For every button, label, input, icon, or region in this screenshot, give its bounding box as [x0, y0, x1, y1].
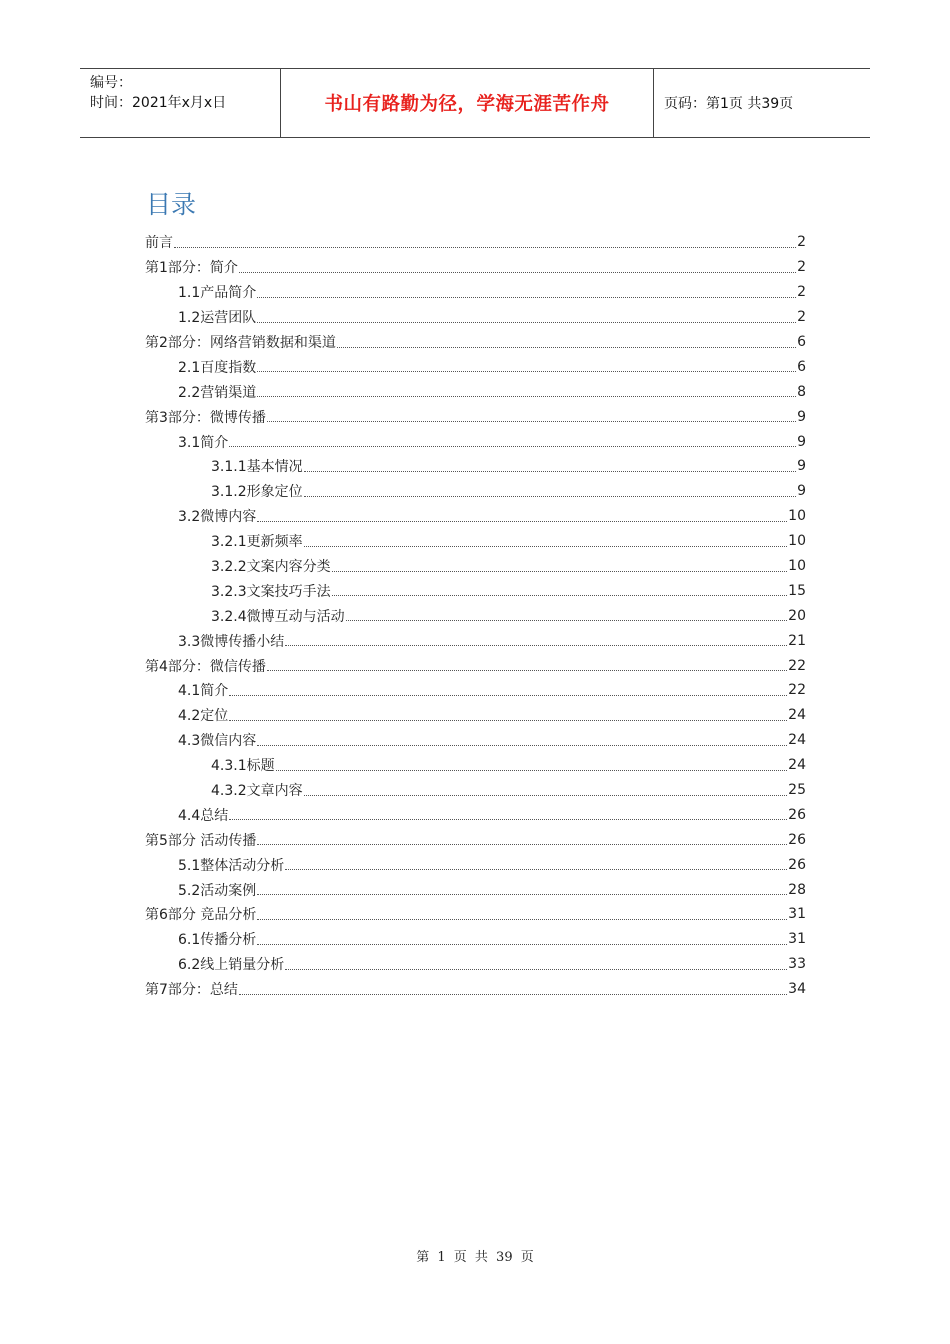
toc-entry-label: 3.2.2文案内容分类	[211, 559, 331, 576]
toc-dot-leader	[285, 633, 787, 646]
toc-entry-label: 2.1百度指数	[178, 359, 257, 376]
toc-entry[interactable]	[145, 354, 806, 379]
toc-dot-leader	[239, 982, 787, 995]
toc-dot-leader	[239, 260, 796, 273]
toc-entry-label: 第1部分：简介	[145, 260, 238, 277]
toc-entry-label: 3.1简介	[178, 434, 229, 451]
toc-entry-page: 26	[788, 806, 806, 823]
toc-entry-label: 3.2微博内容	[178, 509, 257, 526]
toc-dot-leader	[257, 384, 796, 397]
toc-entry[interactable]	[145, 653, 806, 678]
toc-entry-page: 9	[797, 433, 806, 450]
toc-entry-label: 第3部分：微博传播	[145, 409, 266, 426]
toc-entry-page: 22	[788, 682, 806, 699]
page-header	[80, 68, 870, 138]
toc-entry-label: 6.1传播分析	[178, 932, 257, 949]
toc-dot-leader	[332, 559, 788, 572]
toc-entry[interactable]	[145, 330, 806, 355]
toc-entry-page: 25	[788, 782, 806, 799]
toc-dot-leader	[257, 832, 787, 845]
toc-entry-label: 6.2线上销量分析	[178, 957, 285, 974]
toc-entry[interactable]	[145, 280, 806, 305]
header-motto-cell	[281, 69, 654, 137]
page-footer: 第 1 页 共 39 页	[416, 1250, 534, 1265]
toc-dot-leader	[257, 509, 787, 522]
toc-dot-leader	[332, 583, 788, 596]
toc-entry-page: 15	[788, 582, 806, 599]
toc-entry[interactable]	[145, 404, 806, 429]
table-of-contents	[145, 230, 806, 1002]
toc-entry[interactable]	[145, 728, 806, 753]
toc-entry-label: 前言	[145, 235, 173, 252]
toc-dot-leader	[304, 459, 796, 472]
toc-entry[interactable]	[145, 529, 806, 554]
toc-dot-leader	[229, 683, 787, 696]
toc-entry[interactable]	[145, 902, 806, 927]
toc-entry-label: 3.2.4微博互动与活动	[211, 608, 345, 625]
toc-entry-page: 34	[788, 981, 806, 998]
toc-dot-leader	[304, 783, 788, 796]
toc-entry-label: 5.1整体活动分析	[178, 857, 285, 874]
document-number-label: 编号：	[90, 75, 132, 91]
toc-dot-leader	[304, 534, 788, 547]
toc-entry-page: 6	[797, 334, 806, 350]
toc-entry-label: 3.1.2形象定位	[211, 484, 303, 501]
toc-dot-leader	[257, 932, 787, 945]
toc-entry[interactable]	[145, 927, 806, 952]
toc-entry[interactable]	[145, 703, 806, 728]
toc-dot-leader	[257, 907, 787, 920]
toc-dot-leader	[346, 608, 788, 621]
toc-dot-leader	[257, 733, 787, 746]
document-date: 时间：2021年x月x日	[90, 95, 227, 111]
toc-entry[interactable]	[145, 827, 806, 852]
toc-dot-leader	[257, 310, 796, 323]
toc-entry-page: 24	[788, 732, 806, 749]
toc-entry-page: 31	[788, 931, 806, 948]
toc-dot-leader	[257, 359, 796, 372]
toc-entry-label: 4.3.1标题	[211, 758, 275, 775]
toc-entry[interactable]	[145, 230, 806, 255]
toc-entry-label: 4.3微信内容	[178, 733, 257, 750]
toc-entry-page: 28	[788, 881, 806, 898]
toc-entry-page: 2	[797, 234, 806, 251]
toc-dot-leader	[229, 434, 796, 447]
toc-entry-page: 24	[788, 757, 806, 774]
toc-dot-leader	[285, 857, 787, 870]
toc-entry[interactable]	[145, 778, 806, 803]
toc-entry[interactable]	[145, 255, 806, 280]
toc-entry-page: 6	[797, 358, 806, 375]
toc-entry[interactable]	[145, 852, 806, 877]
toc-entry-label: 4.4总结	[178, 807, 229, 824]
toc-entry-page: 10	[788, 533, 806, 550]
toc-dot-leader	[267, 409, 796, 422]
toc-entry-page: 33	[788, 956, 806, 973]
toc-entry[interactable]	[145, 578, 806, 603]
toc-entry-page: 21	[788, 632, 806, 649]
toc-entry[interactable]	[145, 678, 806, 703]
toc-entry-label: 第6部分 竞品分析	[145, 907, 257, 924]
toc-entry-label: 4.1简介	[178, 683, 229, 700]
toc-entry-label: 第2部分：网络营销数据和渠道	[145, 335, 336, 351]
toc-entry-label: 第4部分：微信传播	[145, 658, 266, 675]
toc-dot-leader	[257, 882, 787, 895]
toc-entry-label: 第7部分：总结	[145, 982, 238, 999]
toc-entry-page: 2	[797, 309, 806, 326]
toc-dot-leader	[229, 807, 787, 820]
toc-entry-label: 3.2.3文案技巧手法	[211, 583, 331, 600]
toc-entry[interactable]	[145, 802, 806, 827]
header-motto: 书山有路勤为径，学海无涯苦作舟	[324, 94, 610, 115]
toc-entry-page: 22	[788, 657, 806, 674]
toc-entry-label: 2.2营销渠道	[178, 384, 257, 401]
toc-entry[interactable]	[145, 554, 806, 579]
toc-entry[interactable]	[145, 479, 806, 504]
toc-entry-label: 4.2定位	[178, 708, 229, 725]
header-page-info: 页码：第1页 共39页	[664, 96, 794, 112]
toc-entry-page: 20	[788, 607, 806, 624]
toc-entry-page: 9	[797, 483, 806, 500]
toc-entry-label: 3.2.1更新频率	[211, 534, 303, 551]
toc-entry[interactable]	[145, 603, 806, 628]
toc-dot-leader	[267, 658, 787, 671]
toc-entry[interactable]	[145, 628, 806, 653]
toc-entry-page: 9	[797, 458, 806, 475]
toc-entry-label: 4.3.2文章内容	[211, 783, 303, 800]
toc-entry[interactable]	[145, 977, 806, 1002]
toc-entry-label: 5.2活动案例	[178, 882, 257, 899]
toc-dot-leader	[229, 708, 787, 721]
toc-entry-page: 26	[788, 856, 806, 873]
toc-title: 目录	[146, 190, 197, 219]
toc-entry-page: 24	[788, 707, 806, 724]
toc-entry[interactable]	[145, 753, 806, 778]
toc-entry-page: 8	[797, 383, 806, 400]
toc-entry-page: 2	[797, 284, 806, 301]
toc-entry[interactable]	[145, 429, 806, 454]
toc-entry[interactable]	[145, 952, 806, 977]
toc-entry-page: 26	[788, 831, 806, 848]
toc-dot-leader	[304, 484, 796, 497]
toc-dot-leader	[257, 285, 796, 298]
toc-entry-label: 3.3微博传播小结	[178, 633, 285, 650]
toc-entry-label: 3.1.1基本情况	[211, 459, 303, 476]
toc-entry[interactable]	[145, 877, 806, 902]
toc-dot-leader	[285, 957, 787, 970]
toc-entry[interactable]	[145, 305, 806, 330]
toc-dot-leader	[174, 235, 796, 248]
toc-entry[interactable]	[145, 379, 806, 404]
toc-entry[interactable]	[145, 454, 806, 479]
toc-entry-label: 1.2运营团队	[178, 310, 257, 327]
toc-dot-leader	[276, 758, 788, 771]
toc-entry-label: 第5部分 活动传播	[145, 832, 257, 849]
toc-entry-page: 9	[797, 408, 806, 425]
toc-entry-page: 10	[788, 558, 806, 575]
toc-entry-page: 31	[788, 906, 806, 923]
toc-entry-page: 2	[797, 259, 806, 276]
toc-entry-label: 1.1产品简介	[178, 285, 257, 302]
toc-entry-page: 10	[788, 508, 806, 525]
header-meta	[80, 69, 281, 137]
toc-dot-leader	[337, 335, 796, 348]
toc-entry[interactable]	[145, 504, 806, 529]
